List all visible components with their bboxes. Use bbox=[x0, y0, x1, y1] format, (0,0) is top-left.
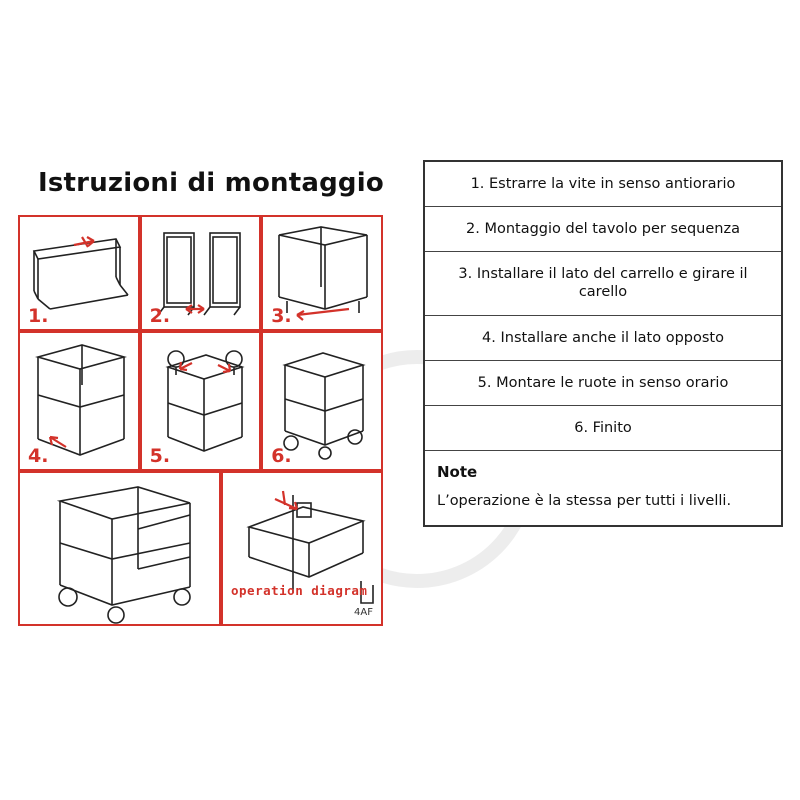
diagram-panel-step4 bbox=[18, 331, 140, 471]
diagram-column bbox=[18, 160, 398, 660]
shelf-corner-detail-icon bbox=[223, 473, 383, 626]
panel-number: 3. bbox=[271, 305, 292, 327]
diagram-panel-step3 bbox=[261, 215, 383, 331]
step-row: 1. Estrarre la vite in senso antiorario bbox=[425, 162, 781, 207]
operation-diagram-label: operation diagram bbox=[231, 583, 368, 598]
operation-diagram-code: 4AF bbox=[354, 607, 373, 618]
diagram-panel-grid bbox=[18, 215, 383, 626]
step-row: 6. Finito bbox=[425, 406, 781, 451]
note-block bbox=[425, 451, 781, 525]
diagram-row-1 bbox=[18, 215, 383, 331]
diagram-panel-step1 bbox=[18, 215, 140, 331]
diagram-panel-step5 bbox=[140, 331, 262, 471]
step-row: 3. Installare il lato del carrello e girare il carello bbox=[425, 252, 781, 315]
diagram-row-2 bbox=[18, 331, 383, 471]
panel-number: 6. bbox=[271, 445, 292, 467]
diagram-panel-step2 bbox=[140, 215, 262, 331]
note-text: L’operazione è la stessa per tutti i livelli. bbox=[437, 492, 732, 509]
step-row: 2. Montaggio del tavolo per sequenza bbox=[425, 207, 781, 252]
panel-number: 4. bbox=[28, 445, 49, 467]
cart-three-shelf-complete-icon bbox=[20, 473, 221, 626]
panel-number: 1. bbox=[28, 305, 49, 327]
panel-number: 2. bbox=[149, 305, 171, 327]
diagram-row-3 bbox=[18, 471, 383, 626]
diagram-panel-operation bbox=[221, 471, 383, 626]
step-row: 4. Installare anche il lato opposto bbox=[425, 316, 781, 361]
diagram-panel-complete-cart bbox=[18, 471, 221, 626]
page-title: Istruzioni di montaggio bbox=[38, 168, 384, 198]
panel-number: 5. bbox=[149, 445, 171, 467]
steps-table bbox=[423, 160, 783, 527]
diagram-panel-step6 bbox=[261, 331, 383, 471]
note-title: Note bbox=[437, 462, 478, 481]
step-row: 5. Montare le ruote in senso orario bbox=[425, 361, 781, 406]
